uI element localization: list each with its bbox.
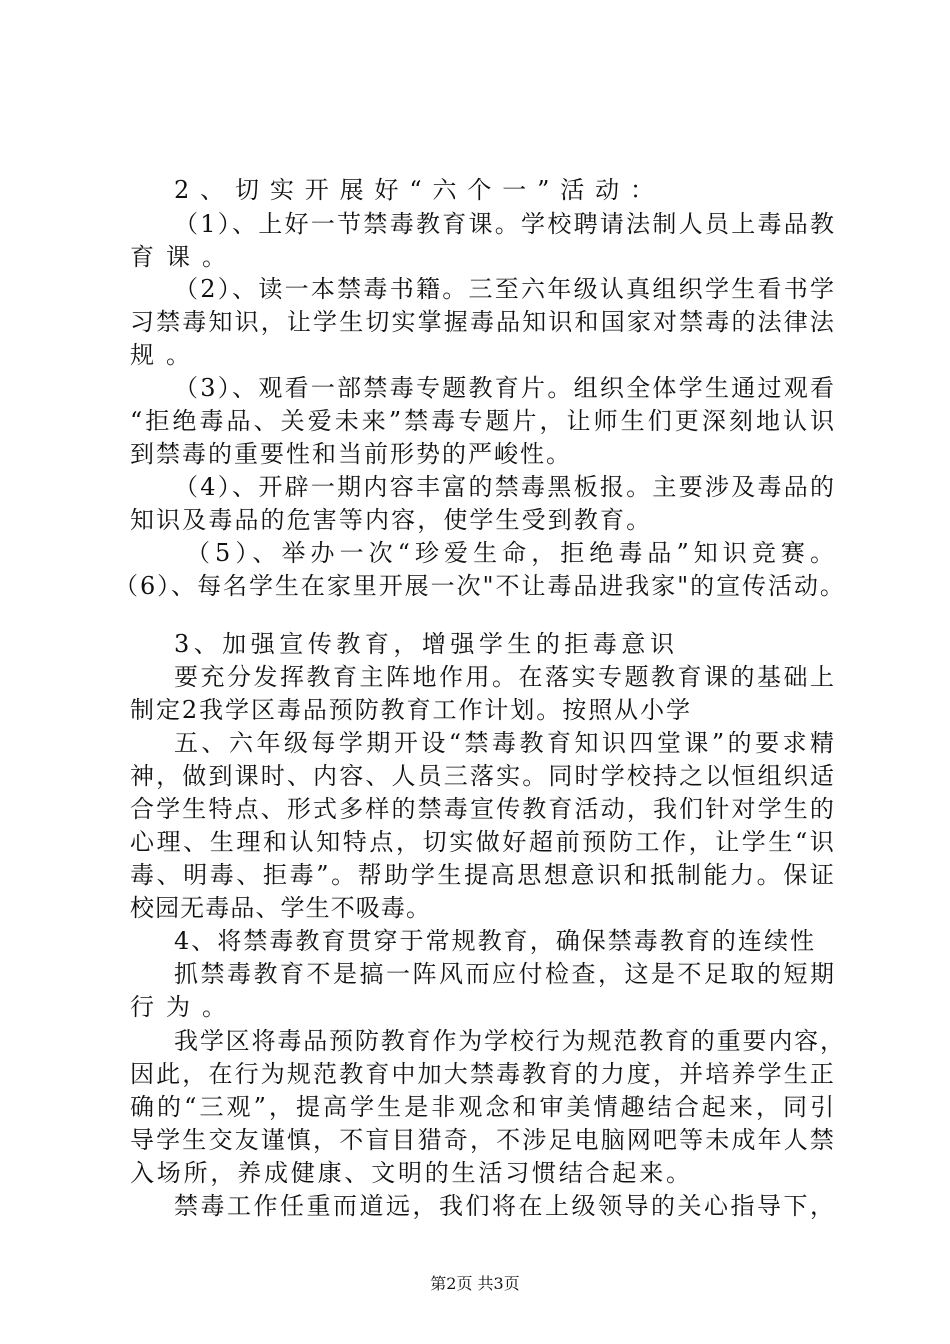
text-line: 确的“三观”，提高学生是非观念和审美情趣结合起来，同引: [130, 1093, 838, 1121]
text-line: 因此，在行为规范教育中加大禁毒教育的力度，并培养学生正: [130, 1060, 837, 1088]
text-line: 行为。: [130, 993, 238, 1021]
page-footer: 第2页 共3页: [430, 1274, 520, 1293]
text-line: 习禁毒知识，让学生切实掌握毒品知识和国家对禁毒的法律法: [130, 308, 837, 336]
text-line: （3）、观看一部禁毒专题教育片。组织全体学生通过观看: [174, 374, 837, 402]
text-line: 到禁毒的重要性和当前形势的严峻性。: [130, 440, 572, 468]
text-line: 禁毒工作任重而道远，我们将在上级领导的关心指导下，: [174, 1192, 837, 1220]
text-line: （1）、上好一节禁毒教育课。学校聘请法制人员上毒品教: [174, 210, 837, 238]
text-line: （5）、举办一次“珍爱生命，拒绝毒品”知识竞赛。: [186, 539, 840, 567]
text-line: 心理、生理和认知特点，切实做好超前预防工作，让学生“识: [130, 828, 837, 856]
text-line: 神，做到课时、内容、人员三落实。同时学校持之以恒组织适: [130, 762, 837, 790]
text-line: 制定2我学区毒品预防教育工作计划。按照从小学: [130, 696, 692, 724]
text-line: 校园无毒品、学生不吸毒。: [130, 894, 432, 922]
text-line: 3、加强宣传教育，增强学生的拒毒意识: [174, 630, 679, 658]
text-line: 要充分发挥教育主阵地作用。在落实专题教育课的基础上: [174, 663, 837, 691]
text-line: “拒绝毒品、关爱未来”禁毒专题片，让师生们更深刻地认识: [130, 407, 838, 435]
text-line: （2）、读一本禁毒书籍。三至六年级认真组织学生看书学: [174, 275, 837, 303]
text-line: 入场所，养成健康、文明的生活习惯结合起来。: [130, 1159, 693, 1187]
text-line: 毒、明毒、拒毒”。帮助学生提高思想意识和抵制能力。保证: [130, 861, 837, 889]
text-line: 抓禁毒教育不是搞一阵风而应付检查，这是不足取的短期: [174, 960, 837, 988]
text-line: 我学区将毒品预防教育作为学校行为规范教育的重要内容，: [174, 1027, 846, 1055]
text-line: 规。: [130, 341, 202, 369]
text-line: 2、切实开展好“六个一”活动：: [174, 176, 665, 204]
text-line: （4）、开辟一期内容丰富的禁毒黑板报。主要涉及毒品的: [174, 473, 837, 501]
text-line: 导学生交友谨慎，不盲目猎奇，不涉足电脑网吧等未成年人禁: [130, 1126, 837, 1154]
text-line: 合学生特点、形式多样的禁毒宣传教育活动，我们针对学生的: [130, 795, 837, 823]
text-line: 知识及毒品的危害等内容，使学生受到教育。: [130, 506, 653, 534]
text-line: （6）、每名学生在家里开展一次"不让毒品进我家"的宣传活动。: [114, 572, 846, 600]
text-line: 五、六年级每学期开设“禁毒教育知识四堂课”的要求精: [174, 729, 838, 757]
text-line: 4、将禁毒教育贯穿于常规教育，确保禁毒教育的连续性: [174, 927, 817, 955]
text-line: 育课。: [130, 243, 238, 271]
